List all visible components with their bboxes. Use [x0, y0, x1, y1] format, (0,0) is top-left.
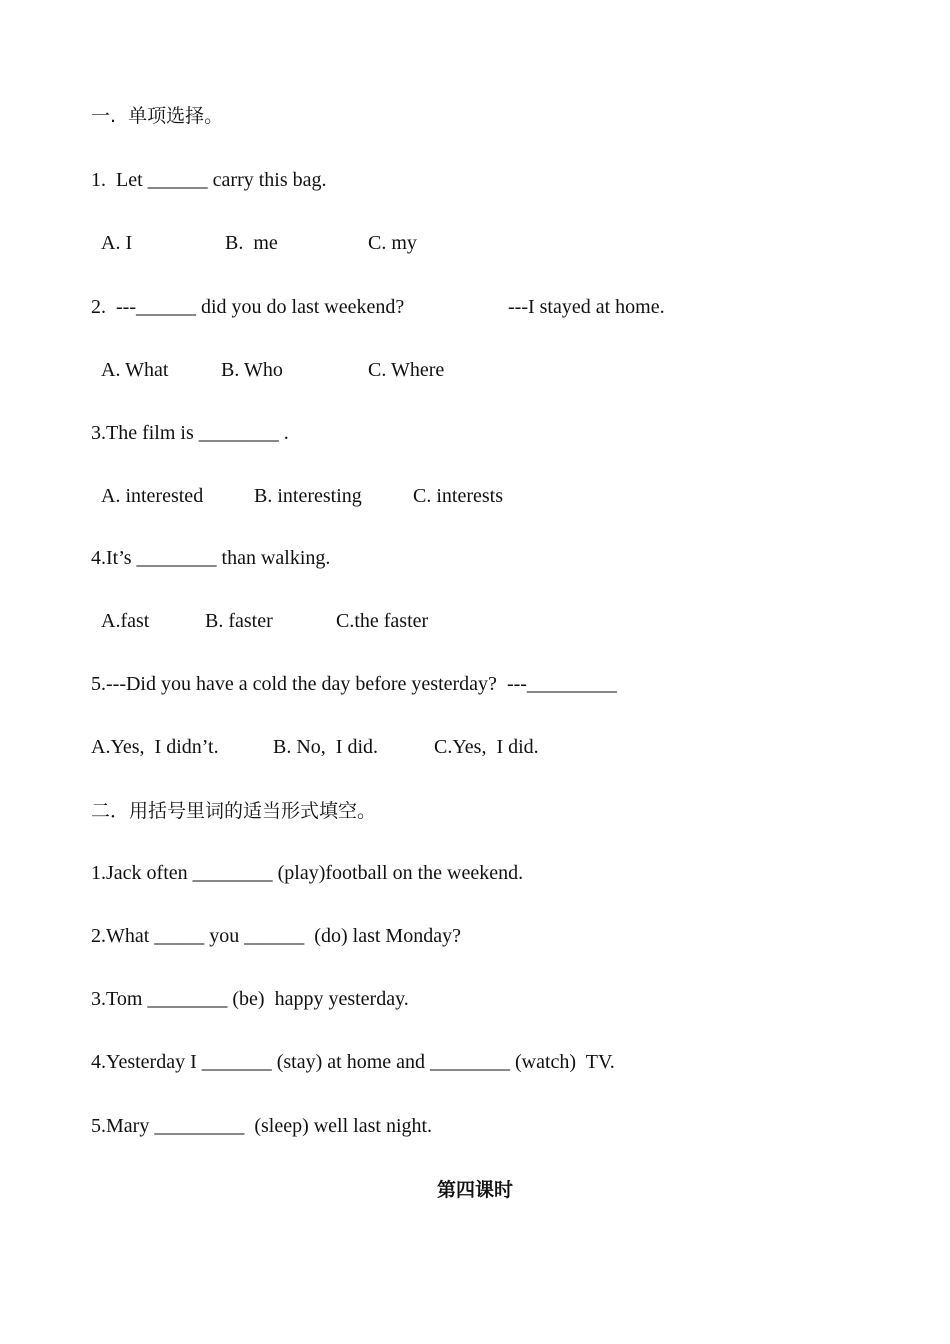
- question-2-stem: 2. ---______ did you do last weekend?: [91, 296, 405, 318]
- question-2-option-c: C. Where: [368, 359, 445, 381]
- lesson-title: 第四课时: [436, 1179, 513, 1201]
- question-2-option-a: A. What: [101, 359, 169, 381]
- fill-item-5: 5.Mary _________ (sleep) well last night.: [91, 1115, 433, 1137]
- fill-item-4: 4.Yesterday I _______ (stay) at home and ________ (watch) TV.: [91, 1051, 615, 1073]
- question-5-stem: 5.---Did you have a cold the day before yesterday? ---_________: [91, 673, 617, 695]
- question-1-option-c: C. my: [368, 232, 417, 254]
- question-2-option-b: B. Who: [221, 359, 283, 381]
- question-1-option-b: B. me: [225, 232, 278, 254]
- question-5-option-c: C.Yes, I did.: [434, 736, 539, 758]
- question-4-stem: 4.It’s ________ than walking.: [91, 547, 331, 569]
- question-5-option-b: B. No, I did.: [273, 736, 378, 758]
- question-5-option-a: A.Yes, I didn’t.: [91, 736, 219, 758]
- question-4-option-c: C.the faster: [336, 610, 429, 632]
- fill-item-1: 1.Jack often ________ (play)football on the weekend.: [91, 862, 524, 884]
- question-3-option-a: A. interested: [101, 485, 204, 507]
- fill-item-3: 3.Tom ________ (be) happy yesterday.: [91, 988, 409, 1010]
- question-4-option-a: A.fast: [101, 610, 150, 632]
- question-2-answer: ---I stayed at home.: [508, 296, 665, 318]
- question-1-option-a: A. I: [101, 232, 133, 254]
- question-3-option-c: C. interests: [413, 485, 503, 507]
- fill-item-2: 2.What _____ you ______ (do) last Monday?: [91, 925, 461, 947]
- section-2-heading: 二．用括号里词的适当形式填空。: [91, 800, 377, 822]
- question-4-option-b: B. faster: [205, 610, 273, 632]
- question-3-option-b: B. interesting: [254, 485, 362, 507]
- question-1-stem: 1. Let ______ carry this bag.: [91, 169, 327, 191]
- question-3-stem: 3.The film is ________ .: [91, 422, 289, 444]
- section-1-heading: 一. 单项选择。: [91, 105, 224, 127]
